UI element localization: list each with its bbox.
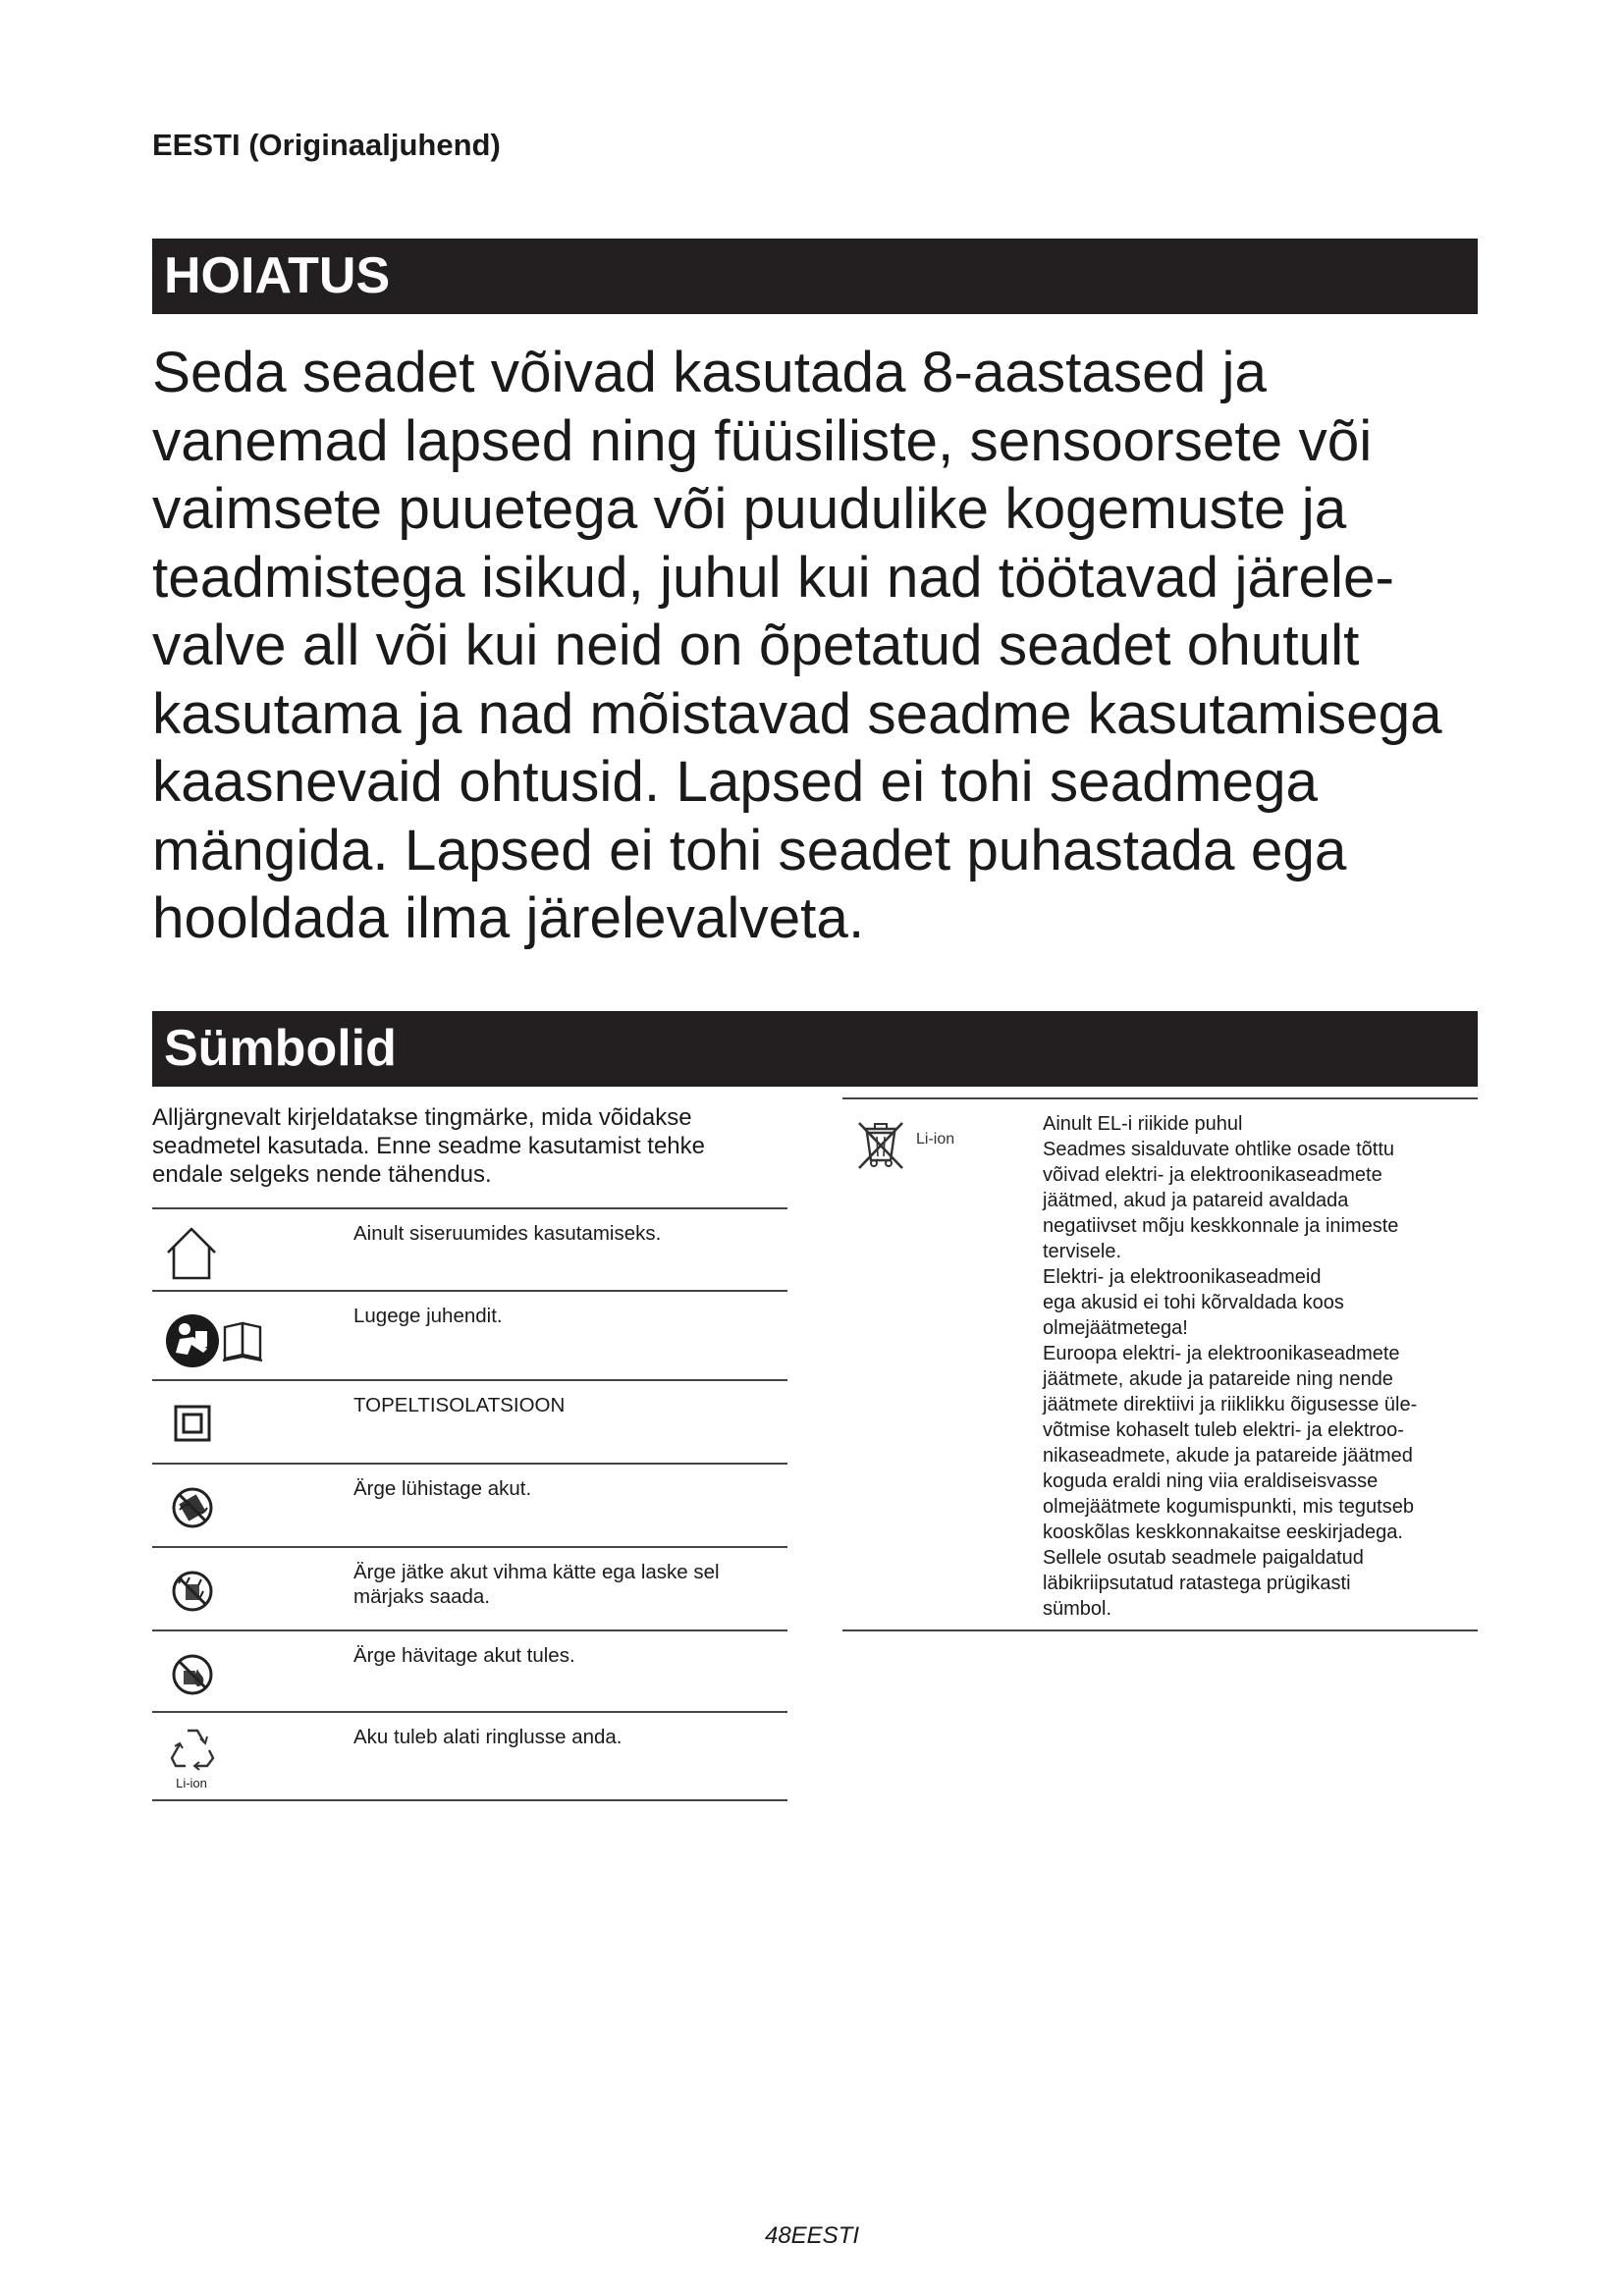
no-fire-disposal-icon — [152, 1631, 270, 1711]
table-row — [152, 1546, 787, 1629]
weee-line: Elektri- ja elektroonikaseadmeid — [1043, 1266, 1322, 1288]
warning-line: vaimsete puuetega või puudulike kogemuste ja — [152, 477, 1347, 541]
weee-line: kooskõlas keskkonnakaitse eeskirjadega. — [1043, 1522, 1403, 1543]
table-row — [152, 1711, 787, 1801]
symbol-label: Lugege juhendit. — [353, 1305, 503, 1327]
weee-line: Euroopa elektri- ja elektroonikaseadmete — [1043, 1343, 1400, 1364]
page-number: 48EESTI — [764, 2222, 860, 2249]
warning-heading: HOIATUS — [152, 239, 1478, 314]
table-row — [152, 1207, 787, 1290]
symbols-table — [152, 1207, 787, 1801]
table-row — [152, 1463, 787, 1546]
warning-line: kaasnevaid ohtusid. Lapsed ei tohi seadmega — [152, 750, 1319, 814]
symbol-label: Ärge lühistage akut. — [353, 1477, 532, 1500]
symbol-label: Ärge hävitage akut tules. — [353, 1644, 575, 1667]
indoor-use-house-icon — [152, 1209, 270, 1290]
weee-line: jäätmete, akude ja patareide ning nende — [1043, 1368, 1393, 1390]
symbols-intro — [152, 1103, 790, 1189]
weee-line: koguda eraldi ning viia eraldiseisvasse — [1043, 1470, 1379, 1492]
intro-line: seadmetel kasutada. Enne seadme kasutamist tehke — [152, 1133, 705, 1159]
crossed-out-wheelie-bin-icon — [851, 1115, 910, 1179]
warning-line: mängida. Lapsed ei tohi seadet puhastada ega — [152, 818, 1347, 882]
weee-line: nikaseadmete, akude ja patareide jäätmed — [1043, 1445, 1413, 1467]
weee-line: olmejäätmete kogumispunkti, mis tegutseb — [1043, 1496, 1414, 1518]
document-language-title: EESTI (Originaaljuhend) — [152, 128, 501, 162]
symbol-label: TOPELTISOLATSIOON — [353, 1394, 566, 1416]
weee-line: Sellele osutab seadmele paigaldatud — [1043, 1547, 1364, 1569]
weee-symbol-block — [842, 1097, 1478, 1631]
weee-line: olmejäätmetega! — [1043, 1317, 1188, 1339]
weee-line: võivad elektri- ja elektroonikaseadmete — [1043, 1164, 1382, 1186]
weee-description — [1043, 1111, 1475, 1622]
no-short-circuit-battery-icon — [152, 1465, 270, 1546]
double-insulation-icon — [152, 1381, 270, 1463]
recycle-icon-caption: Li-ion — [176, 1776, 207, 1790]
warning-line: kasutama ja nad mõistavad seadme kasutamisega — [152, 681, 1442, 746]
recycle-li-ion-icon — [152, 1713, 270, 1799]
warning-line: Seda seadet võivad kasutada 8-aastased ja — [152, 341, 1268, 404]
weee-line: sümbol. — [1043, 1598, 1112, 1620]
table-row — [152, 1290, 787, 1379]
weee-line: jäätmed, akud ja patareid avaldada — [1043, 1190, 1349, 1211]
warning-line: vanemad lapsed ning füüsiliste, sensoorsete või — [152, 408, 1373, 473]
weee-line: negatiivset mõju keskkonnale ja inimeste — [1043, 1215, 1399, 1237]
intro-line: Alljärgnevalt kirjeldatakse tingmärke, mida võidakse — [152, 1104, 692, 1131]
weee-line: läbikriipsutatud ratastega prügikasti — [1043, 1573, 1351, 1594]
warning-line: teadmistega isikud, juhul kui nad töötavad järele- — [152, 545, 1395, 610]
weee-line: tervisele. — [1043, 1241, 1122, 1262]
symbol-label: Ainult siseruumides kasutamiseks. — [353, 1222, 662, 1245]
weee-line: ega akusid ei tohi kõrvaldada koos — [1043, 1292, 1344, 1313]
weee-line: Ainult EL-i riikide puhul — [1043, 1113, 1243, 1135]
weee-line: võtmise kohaselt tuleb elektri- ja elektroo- — [1043, 1419, 1404, 1441]
no-rain-water-icon — [152, 1548, 270, 1629]
table-row — [152, 1629, 787, 1711]
weee-line: jäätmete direktiivi ja riiklikku õigusesse üle- — [1043, 1394, 1418, 1415]
warning-paragraph — [152, 339, 1527, 953]
table-row — [152, 1379, 787, 1463]
symbols-heading: Sümbolid — [152, 1011, 1478, 1087]
symbol-label: Aku tuleb alati ringlusse anda. — [353, 1726, 623, 1748]
warning-line: valve all või kui neid on õpetatud seadet ohutult — [152, 614, 1360, 677]
weee-line: Seadmes sisalduvate ohtlike osade tõttu — [1043, 1139, 1394, 1160]
symbol-label: Ärge jätke akut vihma kätte ega laske sel märjaks saada. — [353, 1561, 720, 1608]
warning-line: hooldada ilma järelevalveta. — [152, 886, 865, 950]
read-manual-icon — [152, 1292, 270, 1379]
weee-li-ion-tag: Li-ion — [916, 1131, 955, 1148]
intro-line: endale selgeks nende tähendus. — [152, 1161, 492, 1188]
